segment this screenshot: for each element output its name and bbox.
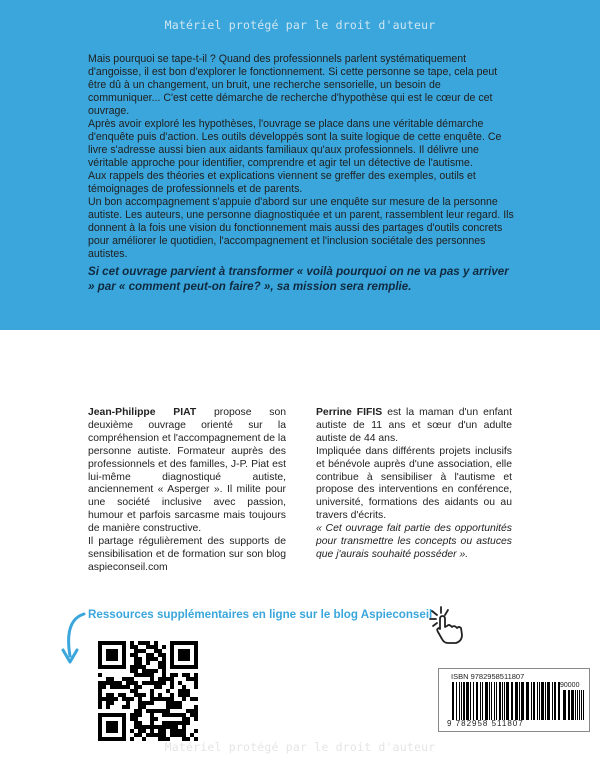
author-name-fifis: Perrine FIFIS (316, 407, 383, 418)
isbn-barcode (452, 682, 560, 720)
resources-link[interactable]: Ressources supplémentaires en ligne sur le blog Aspieconseil (88, 608, 433, 621)
qr-code[interactable] (94, 637, 202, 745)
summary-paragraph-1: Mais pourquoi se tape-t-il ? Quand des professionnels parlent systématiquement d'angoisse, il est bon d'explorer le fonctionnement. Si cette personne se tape, cela peut être dû à un changement, un bruit, une recherche sensorielle, un besoin de communiquer... C'est cette démarche de recherche d'hypothèse qui est le cœur de cet ouvrage. (88, 53, 498, 118)
author-bio-piat (88, 407, 286, 575)
isbn-addon-barcode (563, 690, 585, 720)
copyright-watermark-bottom: Matériel protégé par le droit d'auteur (164, 740, 436, 754)
summary-paragraph-3: Aux rappels des théories et explications viennent se greffer des exemples, outils et témoignages de professionnels et de parents. (88, 170, 476, 196)
author-bio-fifis (316, 407, 512, 562)
summary-quote: Si cet ouvrage parvient à transformer « voilà pourquoi on ne va pas y arriver » par « comment peut-on faire? », sa mission sera remplie. (88, 265, 509, 293)
summary-paragraph-4: Un bon accompagnement s'appuie d'abord sur une enquête sur mesure de la personne autiste. Les auteurs, une personne diagnostiquée et un parent, rassemblent leur regard. Ils donnent à la fois une vision du fonctionnement mais aussi des partages d'outils concrets pour améliorer le quotidien, l'accompagnement et l'inclusion sociétale des personnes autistes. (88, 196, 514, 261)
summary-paragraph-2: Après avoir exploré les hypothèses, l'ouvrage se place dans une véritable démarche d'enquête puis d'action. Les outils développés sont la suite logique de cette enquête. Ce livre s'adresse aussi bien aux aidants familiaux qu'aux professionnels. Il délivre une véritable approche pour identifier, comprendre et agir tel un détective de l'autisme. (88, 118, 502, 170)
author-name-piat: Jean-Philippe PIAT (88, 407, 197, 418)
author-bio-piat-blog: Il partage régulièrement des supports de sensibilisation et de formation sur son blog aspieconseil.com (88, 536, 286, 573)
author-bio-fifis-involvement: Impliquée dans différents projets inclusifs et bénévole auprès d'une association, elle contribue à sensibiliser à l'autisme et propose des interventions en conférence, université, formations des aidants ou au travers d'écrits. (316, 445, 512, 522)
copyright-watermark-top: Matériel protégé par le droit d'auteur (164, 18, 436, 32)
pointing-hand-icon (424, 603, 466, 645)
isbn-label: ISBN 9782958511807 (451, 672, 525, 681)
isbn-addon-number: 90000 (560, 682, 580, 689)
isbn-number: 9 782958 511807 (447, 719, 524, 728)
author-fifis-quote: « Cet ouvrage fait partie des opportunités pour transmettre les concepts ou astuces que j'aurais souhaité posséder ». (316, 523, 512, 560)
author-bio-fifis-text: est la maman d'un enfant autiste de 11 ans et sœur d'un adulte autiste de 44 ans. (316, 407, 512, 444)
curved-arrow-icon (60, 612, 92, 668)
author-bio-piat-text: propose son deuxième ouvrage orienté sur la compréhension et l'accompagnement de la personne autiste. Formateur auprès des professionnels et des familles, J-P. Piat est lui-même diagnostiqué autiste, anciennement « Asperger ». Il milite pour une société inclusive avec passion, humour et parfois sarcasme mais toujours de manière constructive. (88, 407, 286, 535)
